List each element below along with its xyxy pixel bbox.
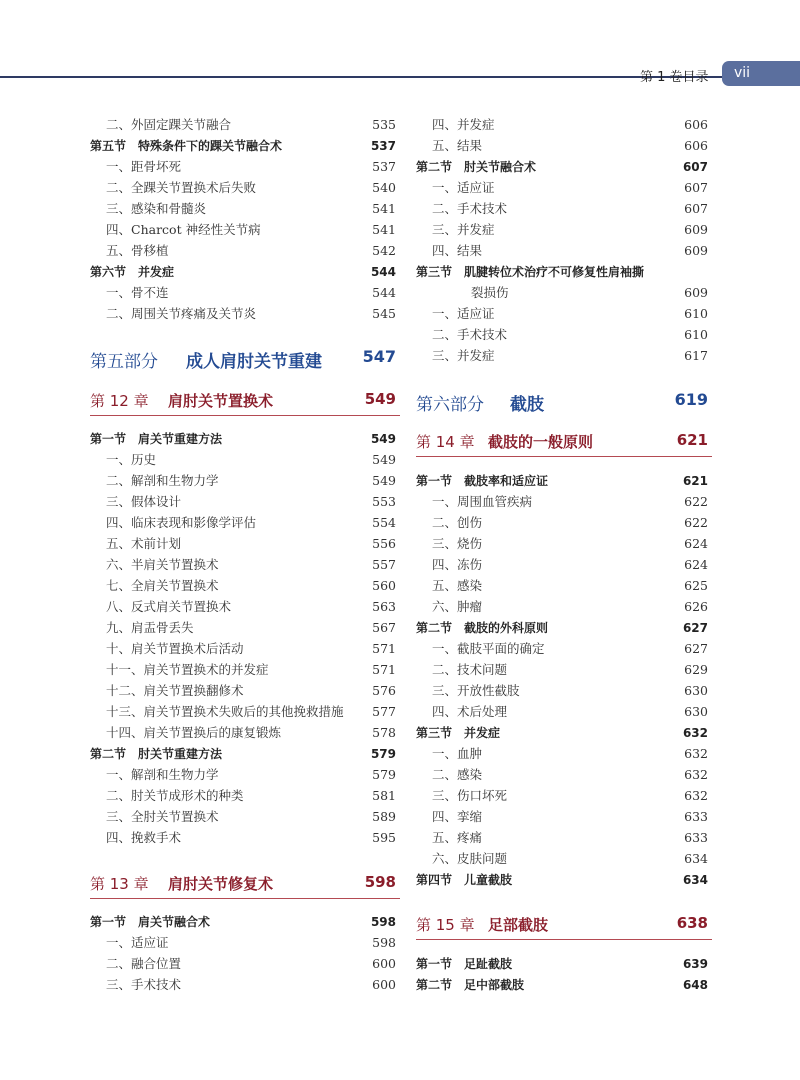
- toc-subentry[interactable]: [90, 681, 400, 701]
- toc-entry-page: 571: [372, 641, 396, 656]
- toc-subentry[interactable]: [416, 576, 712, 596]
- toc-entry-page: 544: [372, 285, 396, 300]
- toc-entry-title: 六、半肩关节置换术: [106, 557, 219, 572]
- toc-entry-page: 648: [682, 978, 708, 992]
- toc-entry-page: 617: [684, 348, 708, 363]
- toc-chapter-heading[interactable]: [90, 869, 400, 899]
- toc-subentry[interactable]: [90, 450, 400, 470]
- toc-entry-title: 五、骨移植: [106, 243, 169, 258]
- toc-entry-title: 十、肩关节置换术后活动: [106, 641, 244, 656]
- part-page: 619: [674, 390, 708, 409]
- toc-subentry[interactable]: [416, 199, 712, 219]
- toc-section-entry[interactable]: [416, 954, 712, 974]
- toc-entry-page: 576: [372, 683, 396, 698]
- toc-subentry[interactable]: [90, 220, 400, 240]
- toc-subentry[interactable]: [416, 115, 712, 135]
- toc-entry-title: 二、技术问题: [432, 662, 508, 677]
- toc-subentry[interactable]: [416, 241, 712, 261]
- chapter-title: 肩肘关节置换术: [168, 392, 274, 410]
- toc-chapter-heading[interactable]: [416, 427, 712, 457]
- toc-entry-title: 一、周围血管疾病: [432, 494, 533, 509]
- toc-entry-title: 四、挽救手术: [106, 830, 182, 845]
- toc-entry-page: 577: [372, 704, 396, 719]
- toc-subentry[interactable]: [416, 828, 712, 848]
- toc-subentry[interactable]: [416, 492, 712, 512]
- toc-entry-title: 一、适应证: [432, 180, 495, 195]
- toc-subentry[interactable]: [416, 681, 712, 701]
- toc-section-entry[interactable]: [90, 429, 400, 449]
- toc-entry-title: 二、外固定踝关节融合: [106, 117, 232, 132]
- toc-entry-title: 三、并发症: [432, 348, 495, 363]
- chapter-title: 截肢的一般原则: [488, 433, 594, 451]
- toc-entry-title: 三、伤口坏死: [432, 788, 508, 803]
- toc-subentry[interactable]: [416, 220, 712, 240]
- toc-subentry[interactable]: [90, 828, 400, 848]
- toc-subentry[interactable]: [90, 513, 400, 533]
- part-title: 成人肩肘关节重建: [186, 352, 322, 372]
- toc-subentry[interactable]: [90, 975, 400, 995]
- toc-entry-page: 595: [372, 830, 396, 845]
- toc-entry-title: 四、Charcot 神经性关节病: [106, 222, 261, 237]
- toc-section-entry[interactable]: [416, 157, 712, 177]
- toc-entry-page: 607: [682, 160, 708, 174]
- toc-entry-page: 541: [372, 201, 396, 216]
- toc-entry-page: 571: [372, 662, 396, 677]
- toc-subentry[interactable]: [416, 786, 712, 806]
- toc-entry-page: 578: [372, 725, 396, 740]
- toc-subentry[interactable]: [416, 807, 712, 827]
- toc-entry-title: 第三节 并发症: [416, 726, 501, 740]
- chapter-title: 肩肘关节修复术: [168, 875, 274, 893]
- toc-entry-page: 600: [372, 956, 396, 971]
- toc-entry-page: 567: [372, 620, 396, 635]
- toc-entry-title: 五、结果: [432, 138, 483, 153]
- toc-entry-page: 632: [684, 746, 708, 761]
- toc-subentry[interactable]: [416, 534, 712, 554]
- toc-entry-page: 610: [684, 306, 708, 321]
- toc-entry-title: 二、周围关节疼痛及关节炎: [106, 306, 257, 321]
- chapter-rule: [90, 898, 400, 899]
- toc-entry-title: 七、全肩关节置换术: [106, 578, 219, 593]
- toc-entry-page: 549: [372, 452, 396, 467]
- toc-subentry[interactable]: [416, 555, 712, 575]
- toc-entry-page: 589: [372, 809, 396, 824]
- part-title: 截肢: [510, 395, 544, 415]
- toc-chapter-heading[interactable]: [90, 386, 400, 416]
- chapter-page: 598: [364, 873, 396, 891]
- toc-entry-title: 二、创伤: [432, 515, 483, 530]
- toc-entry-page: 544: [370, 265, 396, 279]
- toc-subentry[interactable]: [90, 492, 400, 512]
- toc-section-entry[interactable]: [416, 870, 712, 890]
- toc-entry-page: 535: [372, 117, 396, 132]
- toc-entry-title: 三、感染和骨髓炎: [106, 201, 207, 216]
- toc-entry-title: 一、解剖和生物力学: [106, 767, 219, 782]
- toc-entry-page: 557: [372, 557, 396, 572]
- part-page: 547: [362, 347, 396, 366]
- toc-entry-page: 598: [372, 935, 396, 950]
- toc-subentry[interactable]: [90, 723, 400, 743]
- toc-entry-page: 609: [684, 243, 708, 258]
- toc-entry-page: 581: [372, 788, 396, 803]
- toc-subentry[interactable]: [90, 534, 400, 554]
- toc-entry-page: 545: [372, 306, 396, 321]
- toc-entry-page: 624: [684, 557, 708, 572]
- toc-entry-page: 553: [372, 494, 396, 509]
- toc-entry-page: 607: [684, 180, 708, 195]
- toc-section-entry[interactable]: [416, 618, 712, 638]
- running-header-title: 第 1 卷目录: [640, 70, 709, 85]
- toc-entry-title: 第一节 截肢率和适应证: [416, 474, 549, 488]
- toc-entry-page: 598: [370, 915, 396, 929]
- toc-entry-page: 579: [370, 747, 396, 761]
- toc-subentry[interactable]: [90, 765, 400, 785]
- toc-entry-page: 630: [684, 683, 708, 698]
- toc-subentry[interactable]: [416, 849, 712, 869]
- chapter-rule: [90, 415, 400, 416]
- toc-part-heading[interactable]: [416, 390, 712, 418]
- chapter-title: 足部截肢: [488, 916, 549, 934]
- toc-entry-page: 632: [682, 726, 708, 740]
- toc-entry-page: 537: [372, 159, 396, 174]
- page-number-tab: vii: [722, 61, 800, 86]
- toc-entry-page: 540: [372, 180, 396, 195]
- toc-entry-page: 609: [684, 222, 708, 237]
- toc-entry-title: 五、感染: [432, 578, 483, 593]
- toc-entry-title: 一、历史: [106, 452, 157, 467]
- toc-subentry[interactable]: [416, 346, 712, 366]
- toc-entry-title: 第二节 肘关节融合术: [416, 160, 537, 174]
- toc-subentry[interactable]: [416, 136, 712, 156]
- toc-subentry[interactable]: [416, 660, 712, 680]
- toc-entry-title: 第二节 截肢的外科原则: [416, 621, 549, 635]
- toc-entry-title: 四、冻伤: [432, 557, 483, 572]
- toc-section-entry[interactable]: [90, 136, 400, 156]
- toc-entry-title: 八、反式肩关节置换术: [106, 599, 232, 614]
- toc-entry-title: 二、融合位置: [106, 956, 182, 971]
- toc-subentry[interactable]: [90, 157, 400, 177]
- toc-subentry[interactable]: [90, 471, 400, 491]
- toc-entry-title: 一、骨不连: [106, 285, 169, 300]
- toc-chapter-heading[interactable]: [416, 910, 712, 940]
- toc-subentry[interactable]: [90, 807, 400, 827]
- toc-entry-title: 四、挛缩: [432, 809, 483, 824]
- toc-subentry[interactable]: [90, 115, 400, 135]
- chapter-page: 549: [364, 390, 396, 408]
- toc-subentry[interactable]: [90, 241, 400, 261]
- toc-subentry[interactable]: [90, 618, 400, 638]
- toc-entry-page: 629: [684, 662, 708, 677]
- toc-entry-page: 610: [684, 327, 708, 342]
- toc-subentry[interactable]: [90, 639, 400, 659]
- toc-subentry[interactable]: [416, 765, 712, 785]
- toc-subentry[interactable]: [416, 513, 712, 533]
- toc-entry-title: 第三节 肌腱转位术治疗不可修复性肩袖撕: [416, 265, 645, 279]
- toc-entry-page: 624: [684, 536, 708, 551]
- chapter-page: 638: [676, 914, 708, 932]
- toc-entry-page: 630: [684, 704, 708, 719]
- toc-entry-page: 626: [684, 599, 708, 614]
- part-label: 第五部分: [90, 352, 158, 372]
- toc-entry-title: 第一节 肩关节重建方法: [90, 432, 223, 446]
- toc-entry-page: 625: [684, 578, 708, 593]
- chapter-page: 621: [676, 431, 708, 449]
- toc-entry-page: 556: [372, 536, 396, 551]
- toc-entry-page: 633: [684, 809, 708, 824]
- toc-entry-title: 第二节 足中部截肢: [416, 978, 525, 992]
- toc-entry-page: 627: [682, 621, 708, 635]
- toc-entry-page: 549: [372, 473, 396, 488]
- toc-subentry[interactable]: [90, 178, 400, 198]
- toc-subentry[interactable]: [90, 555, 400, 575]
- chapter-rule: [416, 939, 712, 940]
- toc-subentry[interactable]: [416, 702, 712, 722]
- toc-subentry[interactable]: [90, 660, 400, 680]
- toc-entry-title: 三、全肘关节置换术: [106, 809, 219, 824]
- toc-entry-title: 第五节 特殊条件下的踝关节融合术: [90, 139, 283, 153]
- toc-entry-page: 549: [370, 432, 396, 446]
- toc-entry-title: 十三、肩关节置换术失败后的其他挽救措施: [106, 704, 344, 719]
- toc-entry-title: 二、解剖和生物力学: [106, 473, 219, 488]
- toc-entry-title: 六、皮肤问题: [432, 851, 508, 866]
- toc-section-entry[interactable]: [90, 262, 400, 282]
- toc-entry-page: 542: [372, 243, 396, 258]
- toc-subentry[interactable]: [90, 933, 400, 953]
- toc-entry-page: 622: [684, 494, 708, 509]
- toc-entry-title: 一、适应证: [106, 935, 169, 950]
- toc-entry-page: 632: [684, 767, 708, 782]
- chapter-label: 第 13 章: [90, 875, 149, 893]
- toc-entry-page: 554: [372, 515, 396, 530]
- toc-entry-title: 四、并发症: [432, 117, 495, 132]
- toc-entry-title: 二、手术技术: [432, 327, 508, 342]
- toc-subentry[interactable]: [416, 639, 712, 659]
- toc-entry-page: 579: [372, 767, 396, 782]
- toc-subentry[interactable]: [416, 304, 712, 324]
- toc-entry-page: 632: [684, 788, 708, 803]
- toc-entry-title: 二、感染: [432, 767, 483, 782]
- toc-entry-title: 十四、肩关节置换后的康复锻炼: [106, 725, 282, 740]
- toc-section-entry[interactable]: [90, 912, 400, 932]
- toc-entry-page: 621: [682, 474, 708, 488]
- toc-entry-title: 第一节 足趾截肢: [416, 957, 513, 971]
- toc-entry-page: 541: [372, 222, 396, 237]
- toc-entry-title: 二、手术技术: [432, 201, 508, 216]
- toc-entry-page: 609: [684, 285, 708, 300]
- toc-entry-page: 627: [684, 641, 708, 656]
- toc-subentry[interactable]: [416, 325, 712, 345]
- toc-entry-title: 三、烧伤: [432, 536, 483, 551]
- toc-entry-title: 二、全踝关节置换术后失败: [106, 180, 257, 195]
- toc-subentry[interactable]: [416, 178, 712, 198]
- toc-section-entry[interactable]: [416, 975, 712, 995]
- toc-entry-title: 第六节 并发症: [90, 265, 175, 279]
- toc-entry-title: 四、术后处理: [432, 704, 508, 719]
- chapter-label: 第 12 章: [90, 392, 149, 410]
- toc-subentry[interactable]: [90, 597, 400, 617]
- toc-entry-title: 三、并发症: [432, 222, 495, 237]
- toc-entry-page: 622: [684, 515, 708, 530]
- toc-entry-title: 第二节 肘关节重建方法: [90, 747, 223, 761]
- toc-entry-page: 537: [370, 139, 396, 153]
- toc-entry-page: 633: [684, 830, 708, 845]
- toc-entry-page: 563: [372, 599, 396, 614]
- part-label: 第六部分: [416, 395, 484, 415]
- toc-entry-title: 九、肩盂骨丢失: [106, 620, 194, 635]
- toc-entry-title: 五、疼痛: [432, 830, 483, 845]
- toc-entry-title: 裂损伤: [471, 285, 509, 300]
- chapter-rule: [416, 456, 712, 457]
- toc-subentry[interactable]: [90, 304, 400, 324]
- toc-entry-title: 第一节 肩关节融合术: [90, 915, 211, 929]
- toc-entry-title: 三、开放性截肢: [432, 683, 520, 698]
- toc-subentry[interactable]: [416, 597, 712, 617]
- toc-entry-title: 十二、肩关节置换翻修术: [106, 683, 244, 698]
- toc-entry-title: 二、肘关节成形术的种类: [106, 788, 244, 803]
- toc-entry-title: 一、截肢平面的确定: [432, 641, 545, 656]
- toc-entry-title: 第四节 儿童截肢: [416, 873, 513, 887]
- toc-entry-page: 600: [372, 977, 396, 992]
- toc-part-heading[interactable]: [90, 347, 400, 375]
- toc-subentry[interactable]: [90, 954, 400, 974]
- toc-section-entry[interactable]: [416, 283, 712, 303]
- toc-entry-title: 一、距骨坏死: [106, 159, 182, 174]
- toc-section-entry[interactable]: [416, 471, 712, 491]
- toc-section-entry[interactable]: [90, 744, 400, 764]
- toc-entry-title: 十一、肩关节置换术的并发症: [106, 662, 269, 677]
- toc-subentry[interactable]: [90, 786, 400, 806]
- toc-entry-page: 607: [684, 201, 708, 216]
- toc-entry-page: 606: [684, 117, 708, 132]
- toc-entry-title: 五、术前计划: [106, 536, 182, 551]
- chapter-label: 第 14 章: [416, 433, 475, 451]
- toc-entry-title: 四、临床表现和影像学评估: [106, 515, 257, 530]
- toc-subentry[interactable]: [90, 702, 400, 722]
- toc-entry-title: 一、血肿: [432, 746, 483, 761]
- toc-entry-page: 634: [684, 851, 708, 866]
- toc-subentry[interactable]: [90, 576, 400, 596]
- toc-subentry[interactable]: [90, 199, 400, 219]
- toc-entry-page: 634: [682, 873, 708, 887]
- toc-entry-page: 639: [682, 957, 708, 971]
- toc-section-entry[interactable]: [416, 723, 712, 743]
- chapter-label: 第 15 章: [416, 916, 475, 934]
- toc-entry-title: 一、适应证: [432, 306, 495, 321]
- toc-subentry[interactable]: [416, 744, 712, 764]
- toc-section-entry[interactable]: [416, 262, 712, 282]
- toc-entry-page: 606: [684, 138, 708, 153]
- toc-entry-title: 三、手术技术: [106, 977, 182, 992]
- toc-subentry[interactable]: [90, 283, 400, 303]
- toc-entry-page: 560: [372, 578, 396, 593]
- toc-entry-title: 三、假体设计: [106, 494, 182, 509]
- toc-entry-title: 四、结果: [432, 243, 483, 258]
- toc-entry-title: 六、肿瘤: [432, 599, 483, 614]
